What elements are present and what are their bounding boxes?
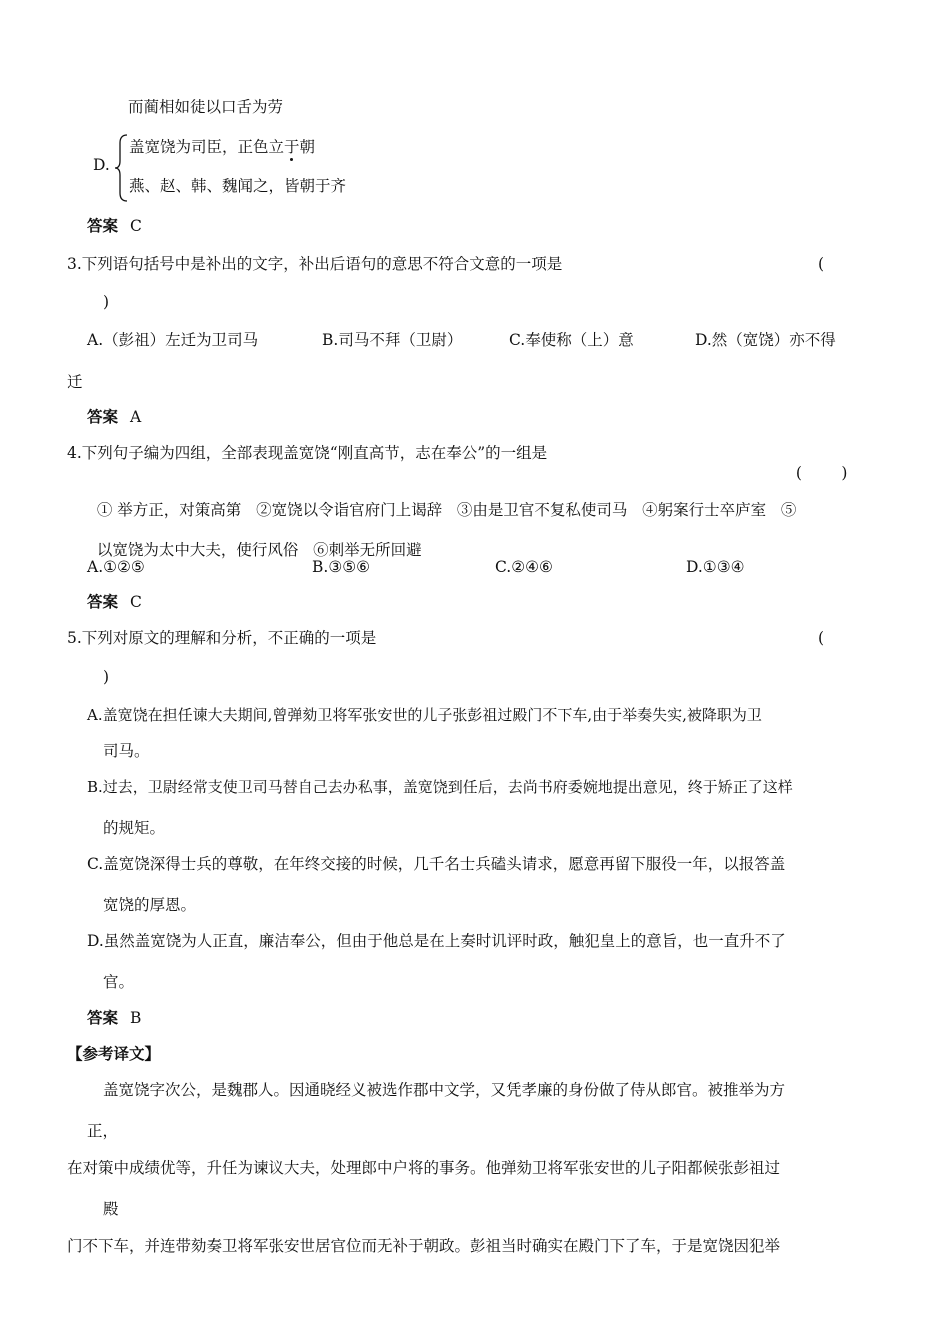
- q3-stem: 3.下列语句括号中是补出的文字，补出后语句的意思不符合文意的一项是: [67, 255, 563, 273]
- q2-answer: 答案 C: [87, 217, 142, 235]
- q5-paren-open: (: [818, 629, 825, 647]
- q5-stem: 5.下列对原文的理解和分析，不正确的一项是: [67, 629, 377, 647]
- q4-items-line1: ① 举方正，对策高第 ②宽饶以令诣官府门上谒辞 ③由是卫官不复私使司马 ④躬案行士卒庐室 ⑤: [96, 501, 797, 519]
- q3-option-a: A.（彭祖）左迁为卫司马: [87, 331, 259, 349]
- q5-option-a-line2: 司马。: [103, 742, 150, 760]
- q4-paren: ( ): [795, 464, 848, 482]
- q4-stem: 4.下列句子编为四组，全部表现盖宽饶“刚直高节，志在奉公”的一组是: [67, 444, 548, 462]
- q5-option-b-line2: 的规矩。: [103, 819, 166, 837]
- q5-option-d-line1: D.虽然盖宽饶为人正直，廉洁奉公，但由于他总是在上奏时讥评时政，触犯皇上的意旨，也一直升不了: [87, 932, 786, 950]
- q2-option-d-line1: 盖宽饶为司臣，正色立于朝: [129, 138, 316, 156]
- q5-option-c-line1: C.盖宽饶深得士兵的尊敬，在年终交接的时候，几千名士兵磕头请求，愿意再留下服役一年，以报答盖: [87, 855, 786, 873]
- q4-option-d: D.①③④: [686, 558, 745, 576]
- q3-paren-close: ): [103, 293, 110, 311]
- q2-option-d-label: D.: [93, 156, 110, 174]
- q5-option-b-line1: B.过去，卫尉经常支使卫司马替自己去办私事，盖宽饶到任后，去尚书府委婉地提出意见，终于矫正了这样: [87, 778, 793, 796]
- q4-answer: 答案 C: [87, 593, 142, 611]
- curly-brace-icon: [113, 133, 129, 203]
- q3-answer: 答案 A: [87, 408, 142, 426]
- q4-option-a: A.①②⑤: [87, 558, 145, 576]
- q3-paren-open: (: [818, 255, 825, 273]
- q4-items-line2: 以宽饶为太中大夫，使行风俗 ⑥刺举无所回避: [96, 541, 422, 559]
- translation-p1-wrap: 正，: [87, 1122, 119, 1140]
- translation-p3: 门不下车，并连带劾奏卫将军张安世居官位而无补于朝政。彭祖当时确实在殿门下了车，于是宽饶因犯举: [67, 1237, 781, 1255]
- translation-p1: 盖宽饶字次公，是魏郡人。因通晓经义被选作郡中文学，又凭孝廉的身份做了侍从郎官。被推举为方: [103, 1081, 786, 1099]
- q4-option-b: B.③⑤⑥: [312, 558, 371, 576]
- q5-paren-close: ): [103, 668, 110, 686]
- q2-option-d-line2: 燕、赵、韩、魏闻之，皆朝于齐: [129, 177, 347, 195]
- q4-option-c: C.②④⑥: [495, 558, 553, 576]
- q3-option-c: C.奉使称（上）意: [509, 331, 634, 349]
- q3-option-b: B.司马不拜（卫尉）: [322, 331, 463, 349]
- q2-option-c-line2: 而蔺相如徒以口舌为劳: [128, 98, 284, 116]
- q3-option-d-wrap: 迁: [67, 373, 83, 391]
- translation-p2-wrap: 殿: [103, 1200, 119, 1218]
- translation-p2: 在对策中成绩优等，升任为谏议大夫，处理郎中户将的事务。他弹劾卫将军张安世的儿子阳都候张彭祖过: [67, 1159, 781, 1177]
- q5-option-c-line2: 宽饶的厚恩。: [103, 896, 197, 914]
- q3-option-d: D.然（宽饶）亦不得: [695, 331, 836, 349]
- translation-heading: 【参考译文】: [67, 1045, 161, 1063]
- q5-answer: 答案 B: [87, 1009, 142, 1027]
- q5-option-d-line2: 官。: [103, 973, 135, 991]
- q5-option-a-line1: A.盖宽饶在担任谏大夫期间,曾弹劾卫将军张安世的儿子张彭祖过殿门不下车,由于举奏失实,被降职为卫: [87, 706, 762, 724]
